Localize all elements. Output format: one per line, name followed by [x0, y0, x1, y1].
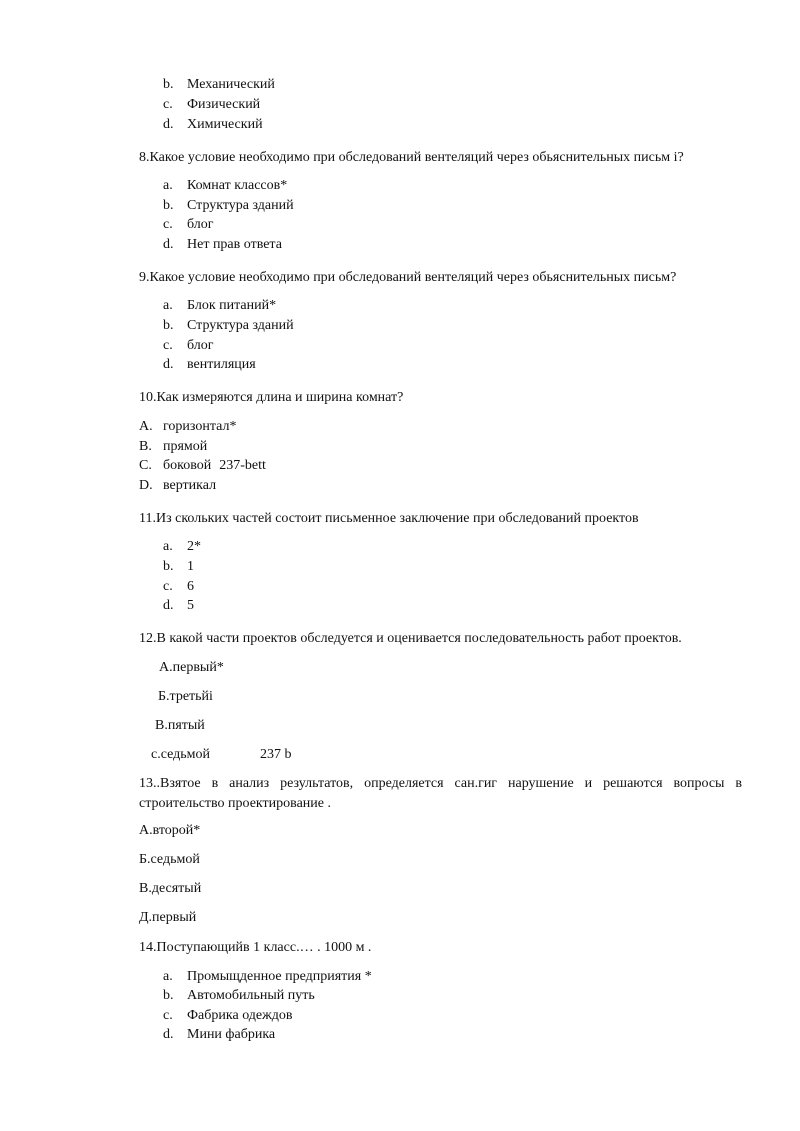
option-item — [151, 746, 292, 764]
option-note: 237-bett — [219, 458, 266, 473]
question-12: 12.В какой части проектов обследуется и оценивается последовательность работ проектов. — [139, 631, 682, 646]
question-13 — [139, 774, 742, 814]
option-item — [163, 116, 263, 134]
option-marker: b. — [163, 559, 174, 574]
option-marker: B. — [139, 439, 152, 454]
option-item — [163, 597, 194, 615]
option-item — [163, 236, 282, 254]
option-marker: C. — [139, 458, 152, 473]
option-text: блог — [187, 217, 214, 232]
option-marker: b. — [163, 318, 174, 333]
option-text: Фабрика одеждов — [187, 1008, 293, 1023]
option-item — [139, 477, 216, 495]
question-9: 9.Какое условие необходимо при обследований вентеляций через обьяснительных письм? — [139, 270, 677, 285]
option-item — [163, 968, 372, 986]
option-item — [163, 297, 276, 315]
question-10: 10.Как измеряются длина и ширина комнат? — [139, 390, 404, 405]
option-item — [163, 317, 294, 335]
option-text: горизонтал* — [163, 419, 237, 434]
option-marker: d. — [163, 117, 174, 132]
option-text: 6 — [187, 579, 194, 594]
question-14: 14.Поступающийв 1 класс.… . 1000 м . — [139, 940, 372, 955]
option-marker: d. — [163, 1027, 174, 1042]
option-item — [155, 717, 205, 735]
option-text: А.второй* — [139, 823, 201, 838]
option-item — [139, 438, 207, 456]
option-marker: c. — [163, 97, 173, 112]
option-marker: b. — [163, 988, 174, 1003]
option-marker: c. — [163, 1008, 173, 1023]
option-item — [163, 216, 214, 234]
option-text: Автомобильный путь — [187, 988, 315, 1003]
option-item — [163, 987, 315, 1005]
option-marker: a. — [163, 969, 173, 984]
option-marker: a. — [163, 539, 173, 554]
option-text: Механический — [187, 77, 275, 92]
option-text: Структура зданий — [187, 318, 294, 333]
option-marker: c. — [163, 338, 173, 353]
option-item — [158, 688, 213, 706]
option-text: Б.третьйі — [158, 689, 213, 704]
option-text: 1 — [187, 559, 194, 574]
option-marker: d. — [163, 237, 174, 252]
option-text: Комнат классов* — [187, 178, 288, 193]
option-text: вертикал — [163, 478, 217, 493]
option-marker: d. — [163, 598, 174, 613]
option-text: блог — [187, 338, 214, 353]
option-item — [139, 822, 200, 840]
option-marker: c. — [163, 217, 173, 232]
option-text: Блок питаний* — [187, 298, 277, 313]
option-text: с.седьмой — [151, 747, 210, 762]
option-item — [139, 457, 266, 475]
option-text: Промыщденное предприятия * — [187, 969, 372, 984]
option-marker: d. — [163, 357, 174, 372]
option-item — [163, 578, 194, 596]
option-item — [163, 1007, 293, 1025]
option-marker: a. — [163, 178, 173, 193]
option-item — [163, 356, 256, 374]
option-item — [163, 538, 201, 556]
option-marker: a. — [163, 298, 173, 313]
option-marker: D. — [139, 478, 153, 493]
option-note: 237 b — [260, 747, 292, 762]
option-marker: b. — [163, 198, 174, 213]
option-text: 5 — [187, 598, 194, 613]
question-13-line-2: строительство проектирование . — [139, 796, 331, 811]
option-item — [163, 558, 194, 576]
question-13-line-1: 13..Взятое в анализ результатов, определяется сан.гиг нарушение и решаются вопросы в — [139, 776, 742, 791]
option-text: Химический — [187, 117, 263, 132]
question-8: 8.Какое условие необходимо при обследований вентеляций через обьяснительных письм і? — [139, 150, 684, 165]
option-item — [139, 909, 196, 927]
option-text: Б.седьмой — [139, 852, 200, 867]
option-text: боковой — [163, 458, 212, 473]
option-item — [163, 96, 260, 114]
option-item — [139, 851, 200, 869]
option-item — [139, 418, 236, 436]
option-marker: A. — [139, 419, 153, 434]
option-text: Д.первый — [139, 910, 197, 925]
option-item — [163, 337, 214, 355]
option-item — [163, 1026, 275, 1044]
option-item — [139, 880, 201, 898]
option-item — [163, 177, 287, 195]
option-text: прямой — [163, 439, 208, 454]
option-item — [159, 659, 224, 677]
option-text: Физический — [187, 97, 261, 112]
option-text: 2* — [187, 539, 201, 554]
option-marker: b. — [163, 77, 174, 92]
option-text: В.пятый — [155, 718, 205, 733]
option-text: В.десятый — [139, 881, 202, 896]
option-text: вентиляция — [187, 357, 256, 372]
option-text: А.первый* — [159, 660, 224, 675]
option-text: Структура зданий — [187, 198, 294, 213]
question-11: 11.Из скольких частей состоит письменное заключение при обследований проектов — [139, 511, 639, 526]
option-text: Мини фабрика — [187, 1027, 276, 1042]
option-item — [163, 197, 294, 215]
option-marker: c. — [163, 579, 173, 594]
option-text: Нет прав ответа — [187, 237, 282, 252]
option-item — [163, 76, 275, 94]
